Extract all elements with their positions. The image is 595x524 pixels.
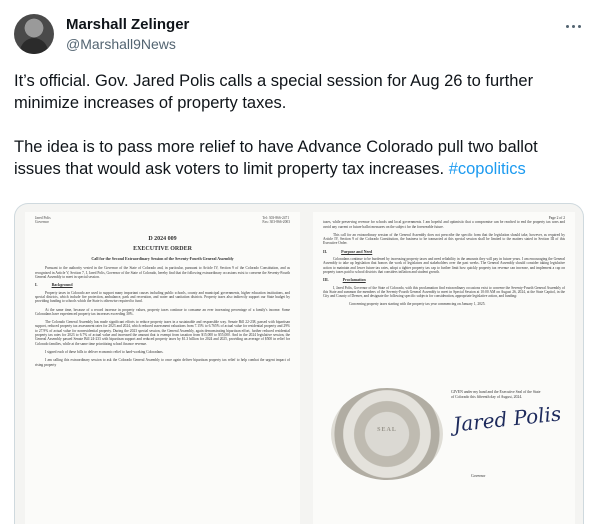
- tweet-paragraph-2: [14, 136, 584, 180]
- state-seal-image: SEAL: [331, 388, 443, 480]
- section-3-title: Proclamation: [342, 277, 366, 283]
- document-page-1: [25, 212, 300, 524]
- call-paragraph: This call for an extraordinary session of the General Assembly does not prescribe the specific form that the legislation should take, however, as required by Article IV, Section 9 of the Colorado Constitution, the business to be transacted at this special session shall be limited to the matters stated in Section III of this Executive Order.: [323, 232, 565, 246]
- section-1-heading: [35, 283, 290, 287]
- letterhead-name: Jared Polis: [35, 216, 51, 220]
- section-2-title: Purpose and Need: [341, 248, 373, 254]
- continued-paragraph: taxes, while preserving revenue for schools and local governments. I am hopeful and optimistic that a compromise can be reached to end the property tax wars and avoid any current or future ballot measures on the subject for the foreseeable future.: [323, 220, 565, 229]
- tweet-paragraph-2-text: The idea is to pass more relief to have Advance Colorado pull two ballot issues that would ask voters to limit property tax increases.: [14, 138, 538, 178]
- author-handle[interactable]: @Marshall9News: [66, 36, 176, 52]
- letterhead-tel: Tel: 303-866-2471: [262, 216, 290, 220]
- background-paragraph-4: I signed each of these bills to deliver economic relief to hard-working Coloradans.: [45, 349, 164, 354]
- background-paragraph-1: Property taxes in Colorado are used to support many important causes including public schools, county and municipal governments, higher education institutions, and special districts, which include fire protection, ambulance, park and recreation, and water and sanitation districts. Property taxes also indirectly support our State budget by providing funding to schools which the State is otherwise required to fund.: [35, 290, 290, 304]
- section-3-heading: [323, 278, 565, 282]
- section-2-heading: [323, 250, 565, 254]
- signer-title: Governor: [471, 474, 486, 478]
- document-page-2: [313, 212, 575, 524]
- document-letterhead: [35, 216, 290, 225]
- more-options-icon[interactable]: [561, 16, 585, 36]
- purpose-paragraph: Coloradans continue to be burdened by increasing property taxes and need reliability in the amounts they will pay in future years. I am encouraging the General Assembly to take up legislation that honors the work of legislators and stakeholders over the past weeks. The General Assembly should consider taking legislative action to maintain and lower future tax rates, adopt a tighter property tax cap to further limit how quickly property tax revenue can increase, and implement a cap on property taxes paid to school districts that considers inflation and student growth.: [323, 257, 565, 274]
- attached-document-image[interactable]: [14, 203, 584, 524]
- page-label: Page 2 of 2: [548, 216, 565, 220]
- order-subtitle: Call for the Second Extraordinary Session of the Seventy-Fourth General Assembly: [91, 256, 234, 262]
- section-1-title: Background: [51, 282, 73, 288]
- tweet-paragraph-1: It’s official. Gov. Jared Polis calls a special session for Aug 26 to further minimize increases of property taxes.: [14, 72, 534, 112]
- given-under-hand: GIVEN under my hand and the Executive Seal of the State of Colorado this fifteenth day of August, 2024.: [451, 390, 541, 399]
- tweet-text: [14, 70, 584, 202]
- background-paragraph-5: I am calling this extraordinary session to ask the Colorado General Assembly to once again deliver bipartisan property tax relief to help combat the urgent impact of rising property: [35, 358, 290, 367]
- author-name[interactable]: Marshall Zelinger: [66, 16, 190, 33]
- order-title: EXECUTIVE ORDER: [133, 245, 192, 252]
- hashtag-link[interactable]: #copolitics: [448, 160, 526, 178]
- tweet-header: [14, 12, 585, 56]
- section-3-number: III.: [323, 277, 329, 283]
- section-1-number: I.: [35, 282, 38, 288]
- governor-signature: Jared Polis: [452, 401, 563, 437]
- subject-paragraph: Concerning property taxes starting with the property tax year commencing on January 1, 2025.: [349, 302, 486, 307]
- background-paragraph-3: The Colorado General Assembly has made significant efforts to reduce property taxes in a sustainable and responsible way. Senate Bill 22-238, passed with bipartisan support, reduced property tax assessment rates for 2023 and 2024, which reduced assessment valuations from 7.15% to 6.765% of actual value for residential property and 29% to 27.9% of actual value for nonresidential property. During the 2023 special session, the General Assembly, again demonstrating bipartisan effort, further reduced residential property tax rates for 2023 to 6.7% of actual value and increased the amount that is exempt from taxation from $15,000 to $55,000. And in the 2024 legislative session, the General Assembly passed Senate Bill 24-233 with bipartisan support and reduced property taxes by $1.3 billion for 2024 and 2025, providing an average of $500 in relief for Colorado families, while at the same time prioritizing school finance revenue.: [35, 320, 290, 346]
- proclamation-paragraph: I, Jared Polis, Governor of the State of Colorado, with this proclamation find extraordinary occasions exist to convene the Seventy-Fourth General Assembly of this State and summon the members of the Seventy-Fourth General Assembly to meet in Special Session at 10:00 AM on August 26, 2024, at the State Capitol, in the City and County of Denver, and designate the following specific subjects for consideration, appropriate legislative action, and funding:: [323, 285, 565, 299]
- section-2-number: II.: [323, 248, 328, 254]
- letterhead-left: [35, 216, 51, 225]
- order-intro: Pursuant to the authority vested in the Governor of the State of Colorado and, in particular, pursuant to Article IV, Section 9 of the Colorado Constitution, and as recognized in Article V, Section 7, I, Jared Polis, Governor of the State of Colorado, hereby find that the following extraordinary occasions exist to convene the Seventy-Fourth General Assembly to meet in special session.: [35, 266, 290, 280]
- letterhead-fax: Fax: 303-866-2003: [262, 220, 290, 225]
- order-number: D 2024 009: [148, 235, 177, 242]
- background-paragraph-2: At the same time, because of a record increase in property values, property taxes continue to consume an ever increasing percentage of a family's income. Some Coloradans have experienced property tax increases exceeding 30%.: [35, 307, 290, 316]
- letterhead-right: [262, 216, 290, 225]
- letterhead-title: Governor: [35, 220, 49, 225]
- avatar[interactable]: [14, 14, 54, 54]
